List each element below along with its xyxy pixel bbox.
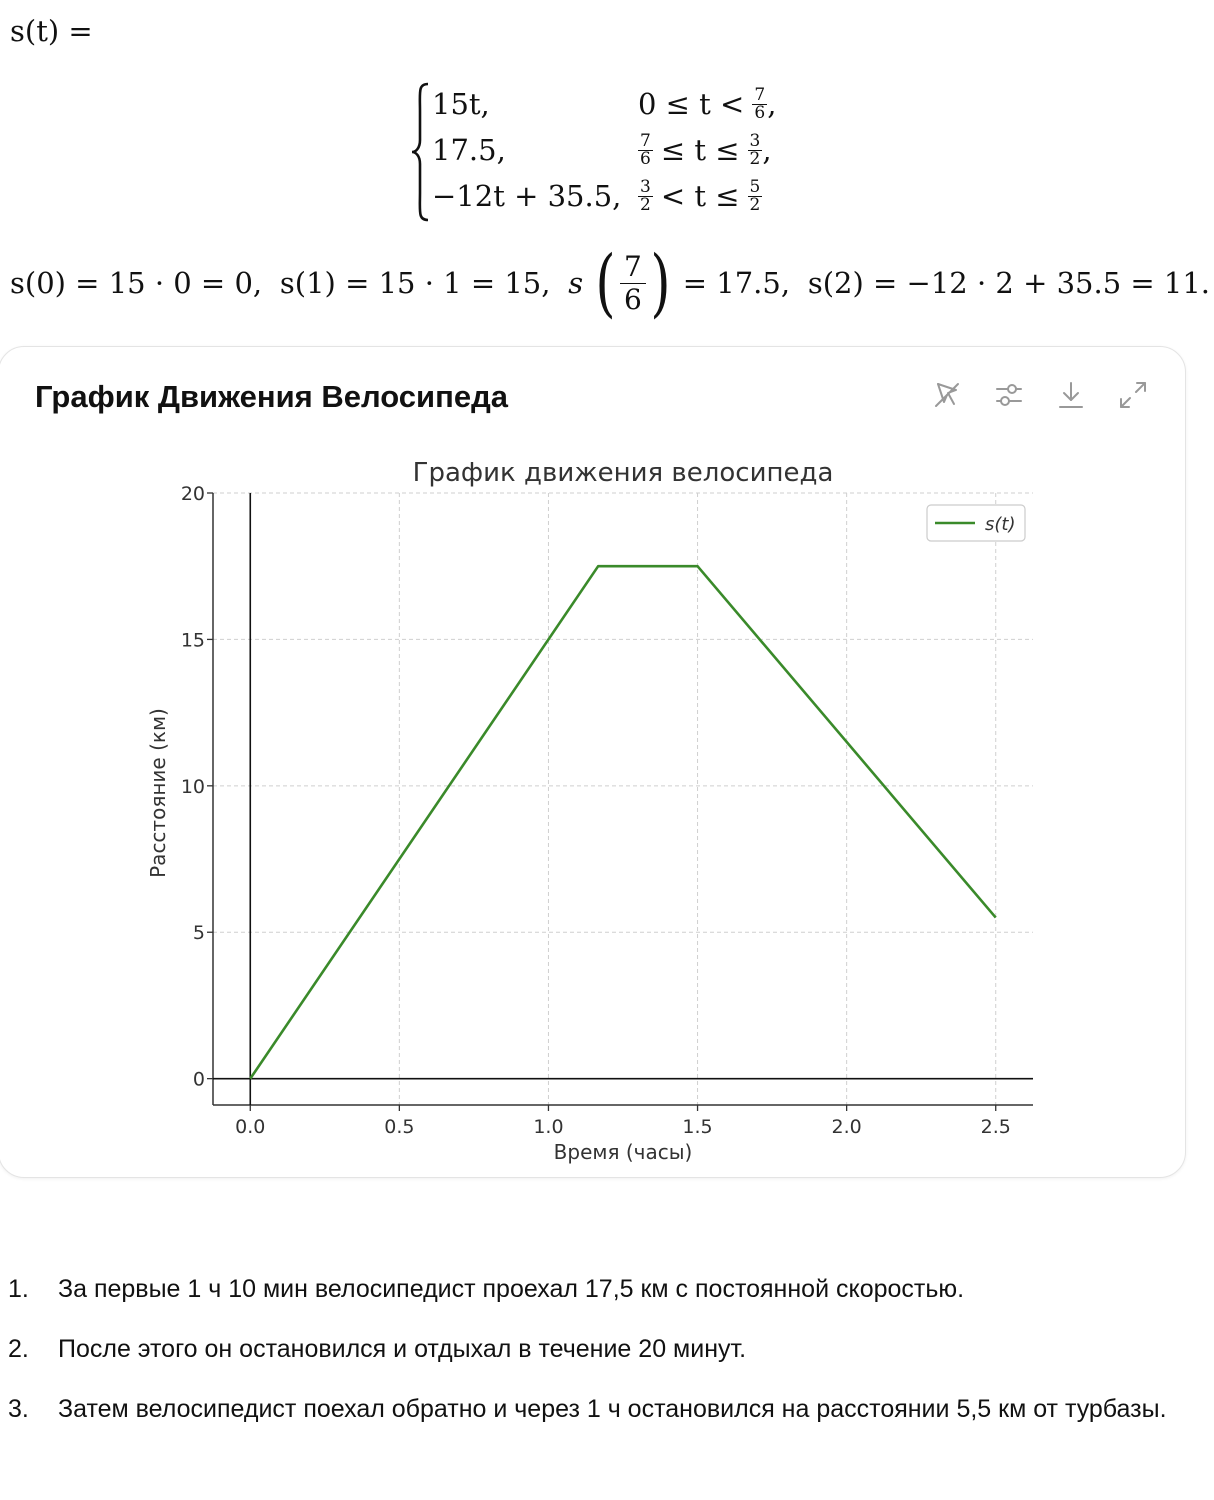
y-tick-label: 15 — [180, 629, 205, 652]
big-fraction: ( 7 6 ) — [595, 240, 671, 326]
piece-condition: $\frac{3}{2}$ < t ≤ $\frac{5}{2}$ — [640, 176, 761, 215]
fraction: $\frac{3}{2}$ — [749, 130, 761, 169]
x-tick-label: 2.5 — [980, 1116, 1011, 1138]
piece-condition: 0 ≤ t < $\frac{7}{6}$ , — [638, 84, 777, 123]
fraction: $\frac{7}{6}$ — [754, 84, 766, 123]
chart-toolbar — [929, 377, 1151, 413]
list-item: 3. Затем велосипедист поехал обратно и через 1 ч остановился на расстоянии 5,5 км от турбазы. — [8, 1395, 1167, 1423]
notes-list — [0, 1268, 1214, 1448]
x-tick-label: 0.0 — [235, 1116, 266, 1138]
x-tick-label: 0.5 — [384, 1116, 415, 1138]
no-interactive-icon[interactable] — [929, 377, 965, 413]
chart-card — [0, 346, 1186, 1178]
value-s76: s ( 7 6 ) = 17.5, — [568, 240, 791, 326]
piece-expr: 17.5, — [432, 133, 506, 167]
x-tick-label: 2.0 — [831, 1116, 862, 1138]
piece-row-3 — [432, 174, 762, 218]
piecewise-formula — [410, 82, 810, 222]
fraction: $\frac{7}{6}$ — [640, 130, 651, 169]
values-line — [10, 238, 1210, 328]
value-s0: s(0) = 15 · 0 = 0, — [10, 266, 263, 300]
piece-expr: 15t, — [432, 87, 490, 121]
card-title: График Движения Велосипеда — [35, 379, 508, 414]
list-item: 2. После этого он остановился и отдыхал в течение 20 минут. — [8, 1335, 747, 1363]
formula-lhs: s(t) = — [10, 14, 93, 48]
piece-row-2 — [432, 128, 772, 172]
legend-label: s(t) — [985, 514, 1016, 535]
download-icon[interactable] — [1053, 377, 1089, 413]
left-brace — [410, 82, 432, 222]
expand-icon[interactable] — [1115, 377, 1151, 413]
settings-sliders-icon[interactable] — [991, 377, 1027, 413]
x-axis-label: Время (часы) — [553, 1140, 693, 1164]
y-tick-label: 10 — [180, 775, 205, 798]
line-chart — [129, 447, 1049, 1177]
piece-row-1 — [432, 82, 776, 126]
list-item: 1. За первые 1 ч 10 мин велосипедист проехал 17,5 км с постоянной скоростью. — [8, 1275, 965, 1303]
y-tick-label: 0 — [192, 1068, 205, 1091]
fraction: $\frac{5}{2}$ — [749, 176, 761, 215]
value-s2: s(2) = −12 · 2 + 35.5 = 11. — [807, 266, 1211, 300]
x-tick-label: 1.5 — [682, 1116, 713, 1138]
series-line-1 — [250, 566, 995, 1078]
piece-condition: $\frac{7}{6}$ ≤ t ≤ $\frac{3}{2}$ , — [640, 130, 772, 169]
value-s1: s(1) = 15 · 1 = 15, — [279, 266, 551, 300]
y-tick-label: 5 — [192, 922, 205, 945]
chart-title: График движения велосипеда — [412, 458, 834, 488]
x-tick-label: 1.0 — [533, 1116, 564, 1138]
y-tick-label: 20 — [180, 483, 205, 505]
piece-expr: −12t + 35.5, — [432, 179, 622, 213]
fraction: $\frac{3}{2}$ — [640, 176, 651, 215]
y-axis-label: Расстояние (км) — [146, 708, 170, 878]
